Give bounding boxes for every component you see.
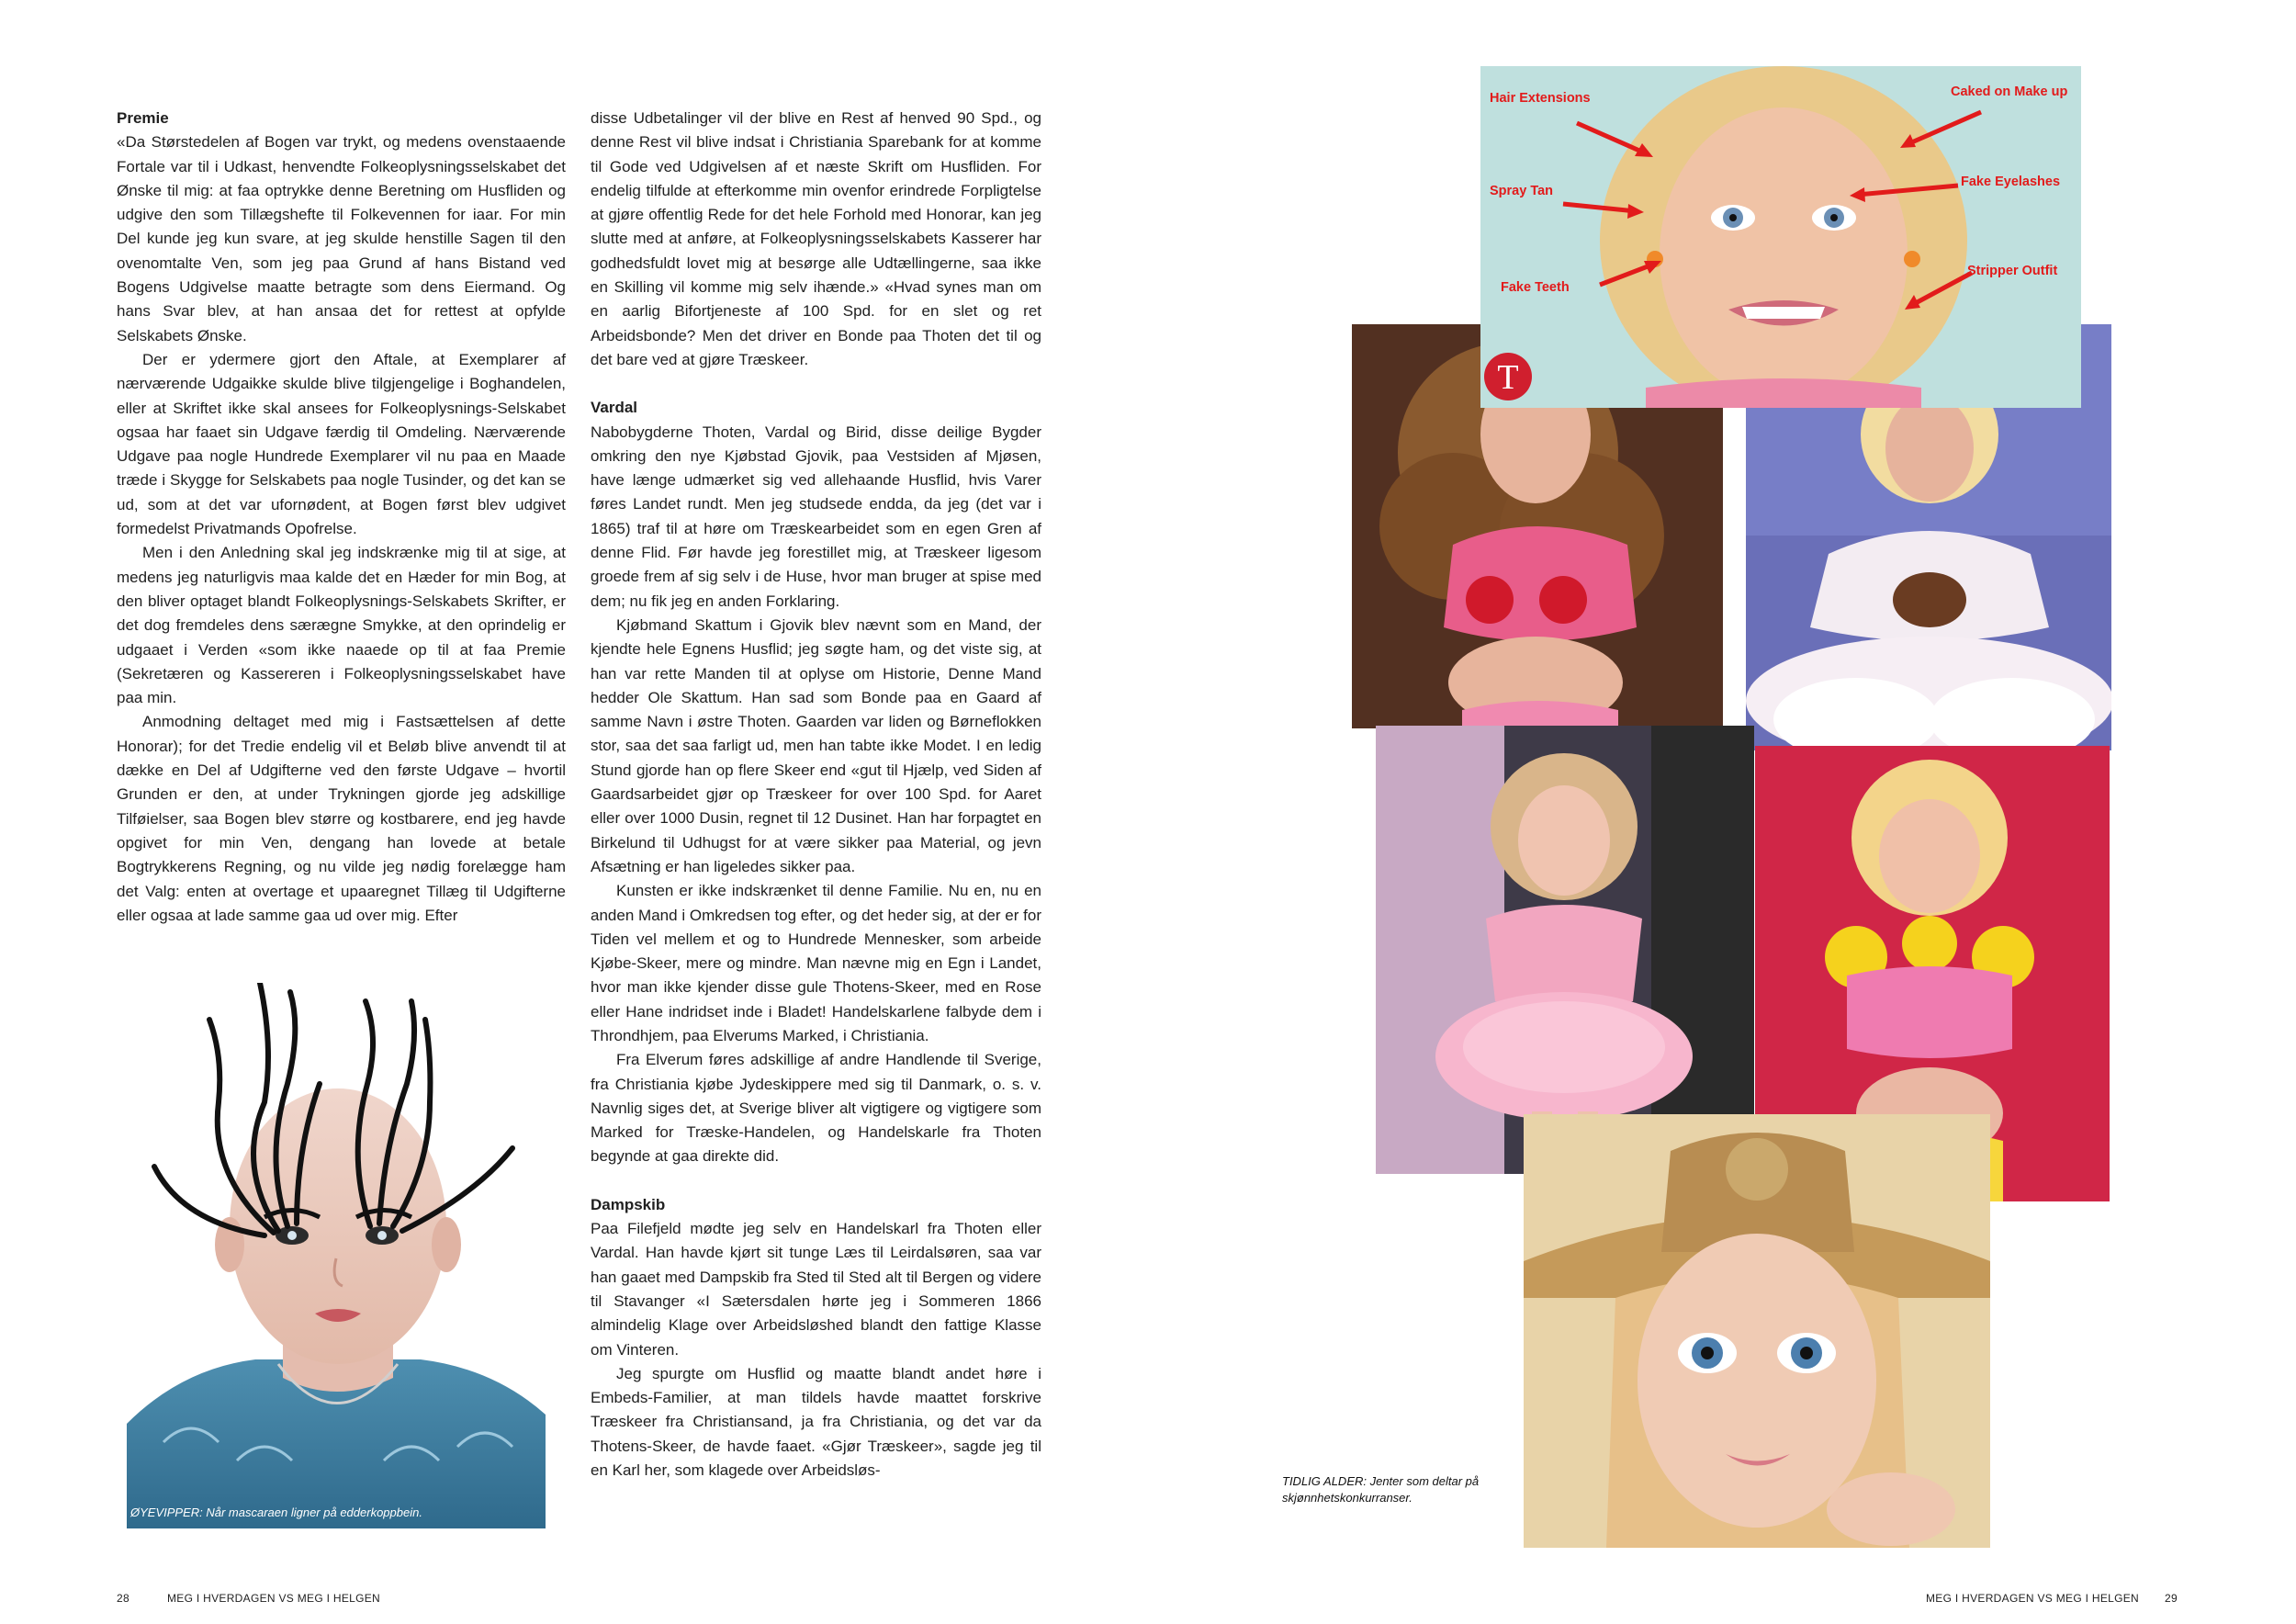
pageant-photo-cowboy-hat [1524,1114,1990,1548]
text-column-middle [591,107,1041,1483]
annotation-stripper-outfit: Stripper Outfit [1967,264,2058,278]
section-heading-premie: Premie [117,109,169,127]
annotation-spray-tan: Spray Tan [1490,184,1554,198]
annotation-fake-teeth: Fake Teeth [1501,280,1570,295]
running-head: MEG I HVERDAGEN VS MEG I HELGEN [167,1592,381,1605]
text-column-left [117,107,566,928]
section-heading-vardal: Vardal [591,399,638,417]
paragraph: Men i den Anledning skal jeg indskrænke mig til at sige, at medens jeg naturligvis maa kalde det en Hæder for min Bog, at den bliver optaget blandt Folkeoplysnings-Selskabets Skrifter, er det dog fremdeles dens særægne Smykke, at den oprindelig er udgaaet i Verden «som ikke naaede op til at faa Premie (Sekretæren og Kassereren i Folkeoplysningsselskabet have paa min. [117,544,566,707]
eyelash-illustration [127,983,546,1528]
page-number: 28 [117,1592,129,1605]
section-heading-dampskib: Dampskib [591,1195,666,1213]
paragraph: Kjøbmand Skattum i Gjovik blev nævnt som en Mand, der kjendte hele Egnens Husflid; jeg søgte ham, og det viste sig, at han var rette Manden til at oplyse om Historie, Denne Mand hedder Ole Skattum. Han sad som Bonde paa en Gaard af samme Navn i østre Thoten. Gaarden var liden og Børneflokken stor, saa det saa farligt ud, men han tabte ikke Modet. I en ledig Stund gjorde han op flere Skeer end «gut til Hjælp, ved Siden af Gaardsarbeidet gjør op Træskeer for over 100 Spd. for Aaret eller over 1000 Dusin, regnet til 12 Dusinet. Han har forpagtet en Birkelund til Udhugst for at være sikker paa Material, og jevn Afsætning er han ligeledes sikker paa. [591,615,1041,875]
running-head: MEG I HVERDAGEN VS MEG I HELGEN [1926,1592,2140,1605]
annotated-pageant-photo-image [1480,66,2081,408]
paragraph: «Da Størstedelen af Bogen var trykt, og medens ovenstaaende Fortale var til i Udkast, henvendte Folkeoplysningsselskabet det Ønske til mig: at faa optrykke denne Beretning om Husfliden og udgive den som Tillægshefte til Folkevennen for iaar. For min Del kunde jeg kun svare, at jeg skulde henstille Sagen til den ovenomtalte Ven, som jeg paa Grund af hans Bistand ved Bogens Udgivelse maatte betragte som dens Eiermand. Og hans Svar blev, at han ansaa det for rettest at opfylde Selskabets Ønske. [117,133,566,344]
annotation-caked-on-make-up: Caked on Make up [1951,85,2068,99]
page-number: 29 [2165,1592,2178,1605]
paragraph: Anmodning deltaget med mig i Fastsættelsen af dette Honorar); for det Tredie endelig vil et Beløb blive anvendt til at dække en Del af Udgifterne ved den første Udgave – hvortil Grunden er den, at under Trykningen gjorde jeg adskillige Tilføielser, saa Bogen blev større og kostbarere, end jeg havde opgivet for min Ven, dengang han lovede at betale Bogtrykkerens Regning, og nu vilde jeg nødig forelægge ham det Valg: enten at overtage et upaaregnet Tillæg til Udgifterne eller ogsaa at lade samme gaa ud over mig. Efter [117,713,566,924]
paragraph: Fra Elverum føres adskillige af andre Handlende til Sverige, fra Christiania kjøbe Jydeskippere med sig til Danmark, o. s. v. Navnlig siges det, at Sverige bliver alt vigtigere og vigtigere som Marked for Træske-Handelen, og Handelskarle fra Thoten begynde at gaa direkte did. [591,1051,1041,1166]
paragraph: Der er ydermere gjort den Aftale, at Exemplarer af nærværende Udgaikke skulde blive tilgjengelige i Boghandelen, eller at Skriftet ikke skal ansees for Folkeoplysnings-Selskabet ogsaa har faaet sin Udgave færdig til Omdeling. Nærværende Udgave paa nogle Hundrede Exemplarer vil nu paa en Maade træde i Skygge for Selskabets paa nogle Tusinder, og det kan se ud, som at det var ufornødent, at Bogen først blev udgivet formedelst Privatmands Opofrelse. [117,350,566,538]
annotation-fake-eyelashes: Fake Eyelashes [1961,175,2061,189]
eyelash-photo [127,983,546,1528]
paragraph: Jeg spurgte om Husflid og maatte blandt andet høre i Embeds-Familier, at man tildels havde maattet forskrive Træskeer fra Christiansand, ja fra Christiania, og det var da Thotens-Skeer, de havde faaet. «Gjør Træskeer», sagde jeg til en Karl her, som klagede over Arbeidsløs- [591,1364,1041,1480]
paragraph: Paa Filefjeld mødte jeg selv en Handelskarl fra Thoten eller Vardal. Han havde kjørt sit tunge Læs til Leirdalsøren, saa var han gaaet med Dampskib fra Sted til Sted alt til Bergen og videre til Stavanger «I Sætersdalen hørte jeg i Sommeren 1866 almindelig Klage over Arbeidsløshed blandt den fattige Klasse om Vinteren. [591,1220,1041,1359]
pageant-photo-pink-dress-image [1376,726,1754,1174]
magazine-logo: T [1497,358,1519,397]
collage-caption: TIDLIG ALDER: Jenter som deltar på skjønnhetskonkurranser. [1282,1474,1480,1505]
annotated-pageant-photo [1480,66,2081,408]
photo-caption: ØYEVIPPER: Når mascaraen ligner på edderkoppbein. [130,1506,422,1519]
paragraph: Nabobygderne Thoten, Vardal og Birid, disse deilige Bygder omkring den nye Kjøbstad Gjovik, paa Vestsiden af Mjøsen, have længe udmærket sig ved allehaande Husflid, hvis Varer føres Landet rundt. Men jeg studsede endda, da jeg (det var i 1865) traf til at høre om Træskearbeidet som en egen Gren af denne Flid. Før havde jeg forestillet mig, at Træskeer ligesom groede frem af sig selv i de Huse, hvor man bruger at spise med dem; nu fik jeg en anden Forklaring. [591,423,1041,610]
right-page [1148,0,2296,1624]
pageant-photo-pink-dress [1376,726,1754,1174]
paragraph: disse Udbetalinger vil der blive en Rest af henved 90 Spd., og denne Rest vil blive indsat i Christiania Sparebank for at komme til Gode ved Udgivelsen af et næste Skrift om Husfliden. For endelig tilfulde at efterkomme min ovenfor erindrede Forpligtelse at gjøre offentlig Rede for det hele Forhold med Honorar, kan jeg slutte med at anføre, at Folkeoplysningsselskabets Kasserer har godhedsfuldt lovet mig at besørge alle Udtællingerne, saa ikke en Skilling vil komme mig selv ihænde.» «Hvad synes man om en aarlig Bifortjeneste af 100 Spd. for en slet og ret Arbeidsbonde? Men det driver en Bonde paa Thoten det til og det bare ved at gjøre Træskeer. [591,109,1041,368]
annotation-hair-extensions: Hair Extensions [1490,91,1591,106]
paragraph: Kunsten er ikke indskrænket til denne Familie. Nu en, nu en anden Mand i Omkredsen tog efter, og det heder sig, at der er for Tiden vel mellem et og to Hundrede Mennesker, som arbeide Kjøbe-Skeer, mere og mindre. Man nævne mig en Egn i Landet, hvor man ikke kjender disse gule Thotens-Skeer, med en Rose eller Hane indridset inde i Bladet! Handelskarlene falbyde dem i Throndhjem, paa Elverums Marked, i Christiania. [591,882,1041,1044]
pageant-photo-cowboy-hat-image [1524,1114,1990,1548]
